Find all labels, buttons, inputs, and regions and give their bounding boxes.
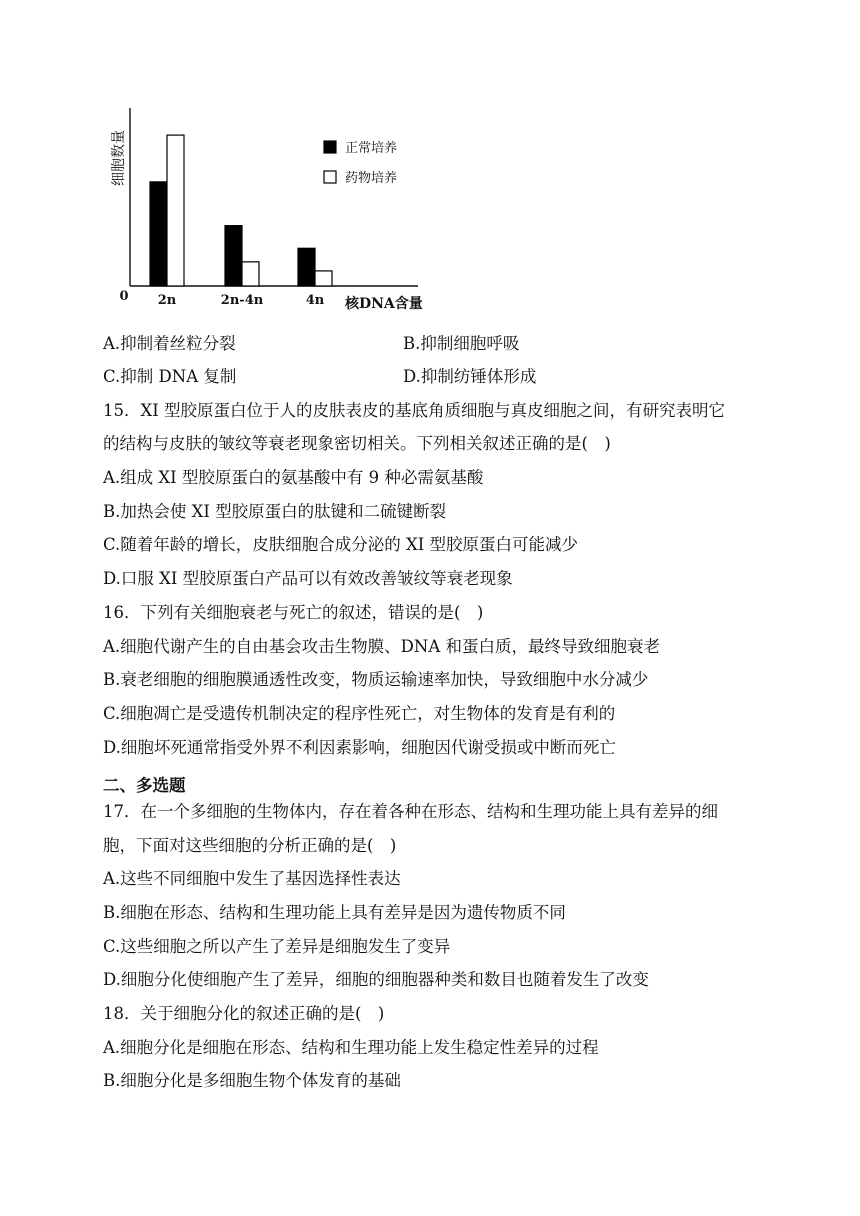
q17-stem-line1: 17．在一个多细胞的生物体内，存在着各种在形态、结构和生理功能上具有差异的细 [103, 802, 718, 821]
legend-swatch-normal [324, 141, 336, 153]
q18-stem: 18．关于细胞分化的叙述正确的是( ) [103, 1004, 385, 1023]
legend-label-drug: 药物培养 [345, 171, 398, 186]
x-tick-label: 4n [305, 293, 325, 308]
legend-label-normal: 正常培养 [345, 141, 398, 156]
q14-option-a[interactable]: A.抑制着丝粒分裂 [103, 334, 236, 353]
q15-option-d[interactable]: D.口服 XI 型胶原蛋白产品可以有效改善皱纹等衰老现象 [103, 569, 513, 588]
section-title-multiple-choice: 二、多选题 [103, 776, 186, 795]
x-axis-label: 核DNA含量 [345, 296, 423, 312]
legend-swatch-drug [324, 171, 336, 183]
q15-stem-line1: 15．XI 型胶原蛋白位于人的皮肤表皮的基底角质细胞与真皮细胞之间，有研究表明它 [103, 401, 726, 420]
bar-2n-normal [150, 182, 167, 286]
q18-option-b[interactable]: B.细胞分化是多细胞生物个体发育的基础 [103, 1071, 401, 1090]
q15-option-a[interactable]: A.组成 XI 型胶原蛋白的氨基酸中有 9 种必需氨基酸 [103, 468, 484, 487]
q18-option-a[interactable]: A.细胞分化是细胞在形态、结构和生理功能上发生稳定性差异的过程 [103, 1038, 599, 1057]
q17-stem-line2: 胞，下面对这些细胞的分析正确的是( ) [103, 836, 397, 855]
q14-option-d[interactable]: D.抑制纺锤体形成 [403, 367, 537, 386]
x-tick-label: 2n-4n [220, 293, 264, 308]
dna-content-bar-chart [100, 100, 440, 318]
q17-option-a[interactable]: A.这些不同细胞中发生了基因选择性表达 [103, 869, 401, 888]
q17-option-d[interactable]: D.细胞分化使细胞产生了差异，细胞的细胞器种类和数目也随着发生了改变 [103, 970, 649, 989]
bar-2n-4n-normal [225, 226, 242, 286]
q15-option-c[interactable]: C.随着年龄的增长，皮肤细胞合成分泌的 XI 型胶原蛋白可能减少 [103, 535, 579, 554]
x-tick-label: 2n [157, 293, 177, 308]
q17-option-b[interactable]: B.细胞在形态、结构和生理功能上具有差异是因为遗传物质不同 [103, 903, 566, 922]
bar-4n-normal [298, 248, 315, 286]
q16-option-d[interactable]: D.细胞坏死通常指受外界不利因素影响，细胞因代谢受损或中断而死亡 [103, 738, 616, 757]
origin-label: 0 [119, 289, 129, 304]
q14-option-c[interactable]: C.抑制 DNA 复制 [103, 367, 237, 386]
bar-2n-4n-drug [242, 262, 259, 286]
q15-option-b[interactable]: B.加热会使 XI 型胶原蛋白的肽键和二硫键断裂 [103, 502, 447, 521]
y-axis-label: 细胞数量 [111, 130, 127, 186]
q16-option-c[interactable]: C.细胞凋亡是受遗传机制决定的程序性死亡，对生物体的发育是有利的 [103, 704, 616, 723]
q16-stem: 16．下列有关细胞衰老与死亡的叙述，错误的是( ) [103, 603, 484, 622]
q15-stem-line2: 的结构与皮肤的皱纹等衰老现象密切相关。下列相关叙述正确的是( ) [103, 434, 611, 453]
q16-option-a[interactable]: A.细胞代谢产生的自由基会攻击生物膜、DNA 和蛋白质，最终导致细胞衰老 [103, 637, 660, 656]
bar-4n-drug [315, 271, 332, 286]
q16-option-b[interactable]: B.衰老细胞的细胞膜通透性改变，物质运输速率加快，导致细胞中水分减少 [103, 670, 649, 689]
bar-2n-drug [167, 135, 184, 286]
q17-option-c[interactable]: C.这些细胞之所以产生了差异是细胞发生了变异 [103, 937, 451, 956]
q14-option-b[interactable]: B.抑制细胞呼吸 [403, 334, 520, 353]
